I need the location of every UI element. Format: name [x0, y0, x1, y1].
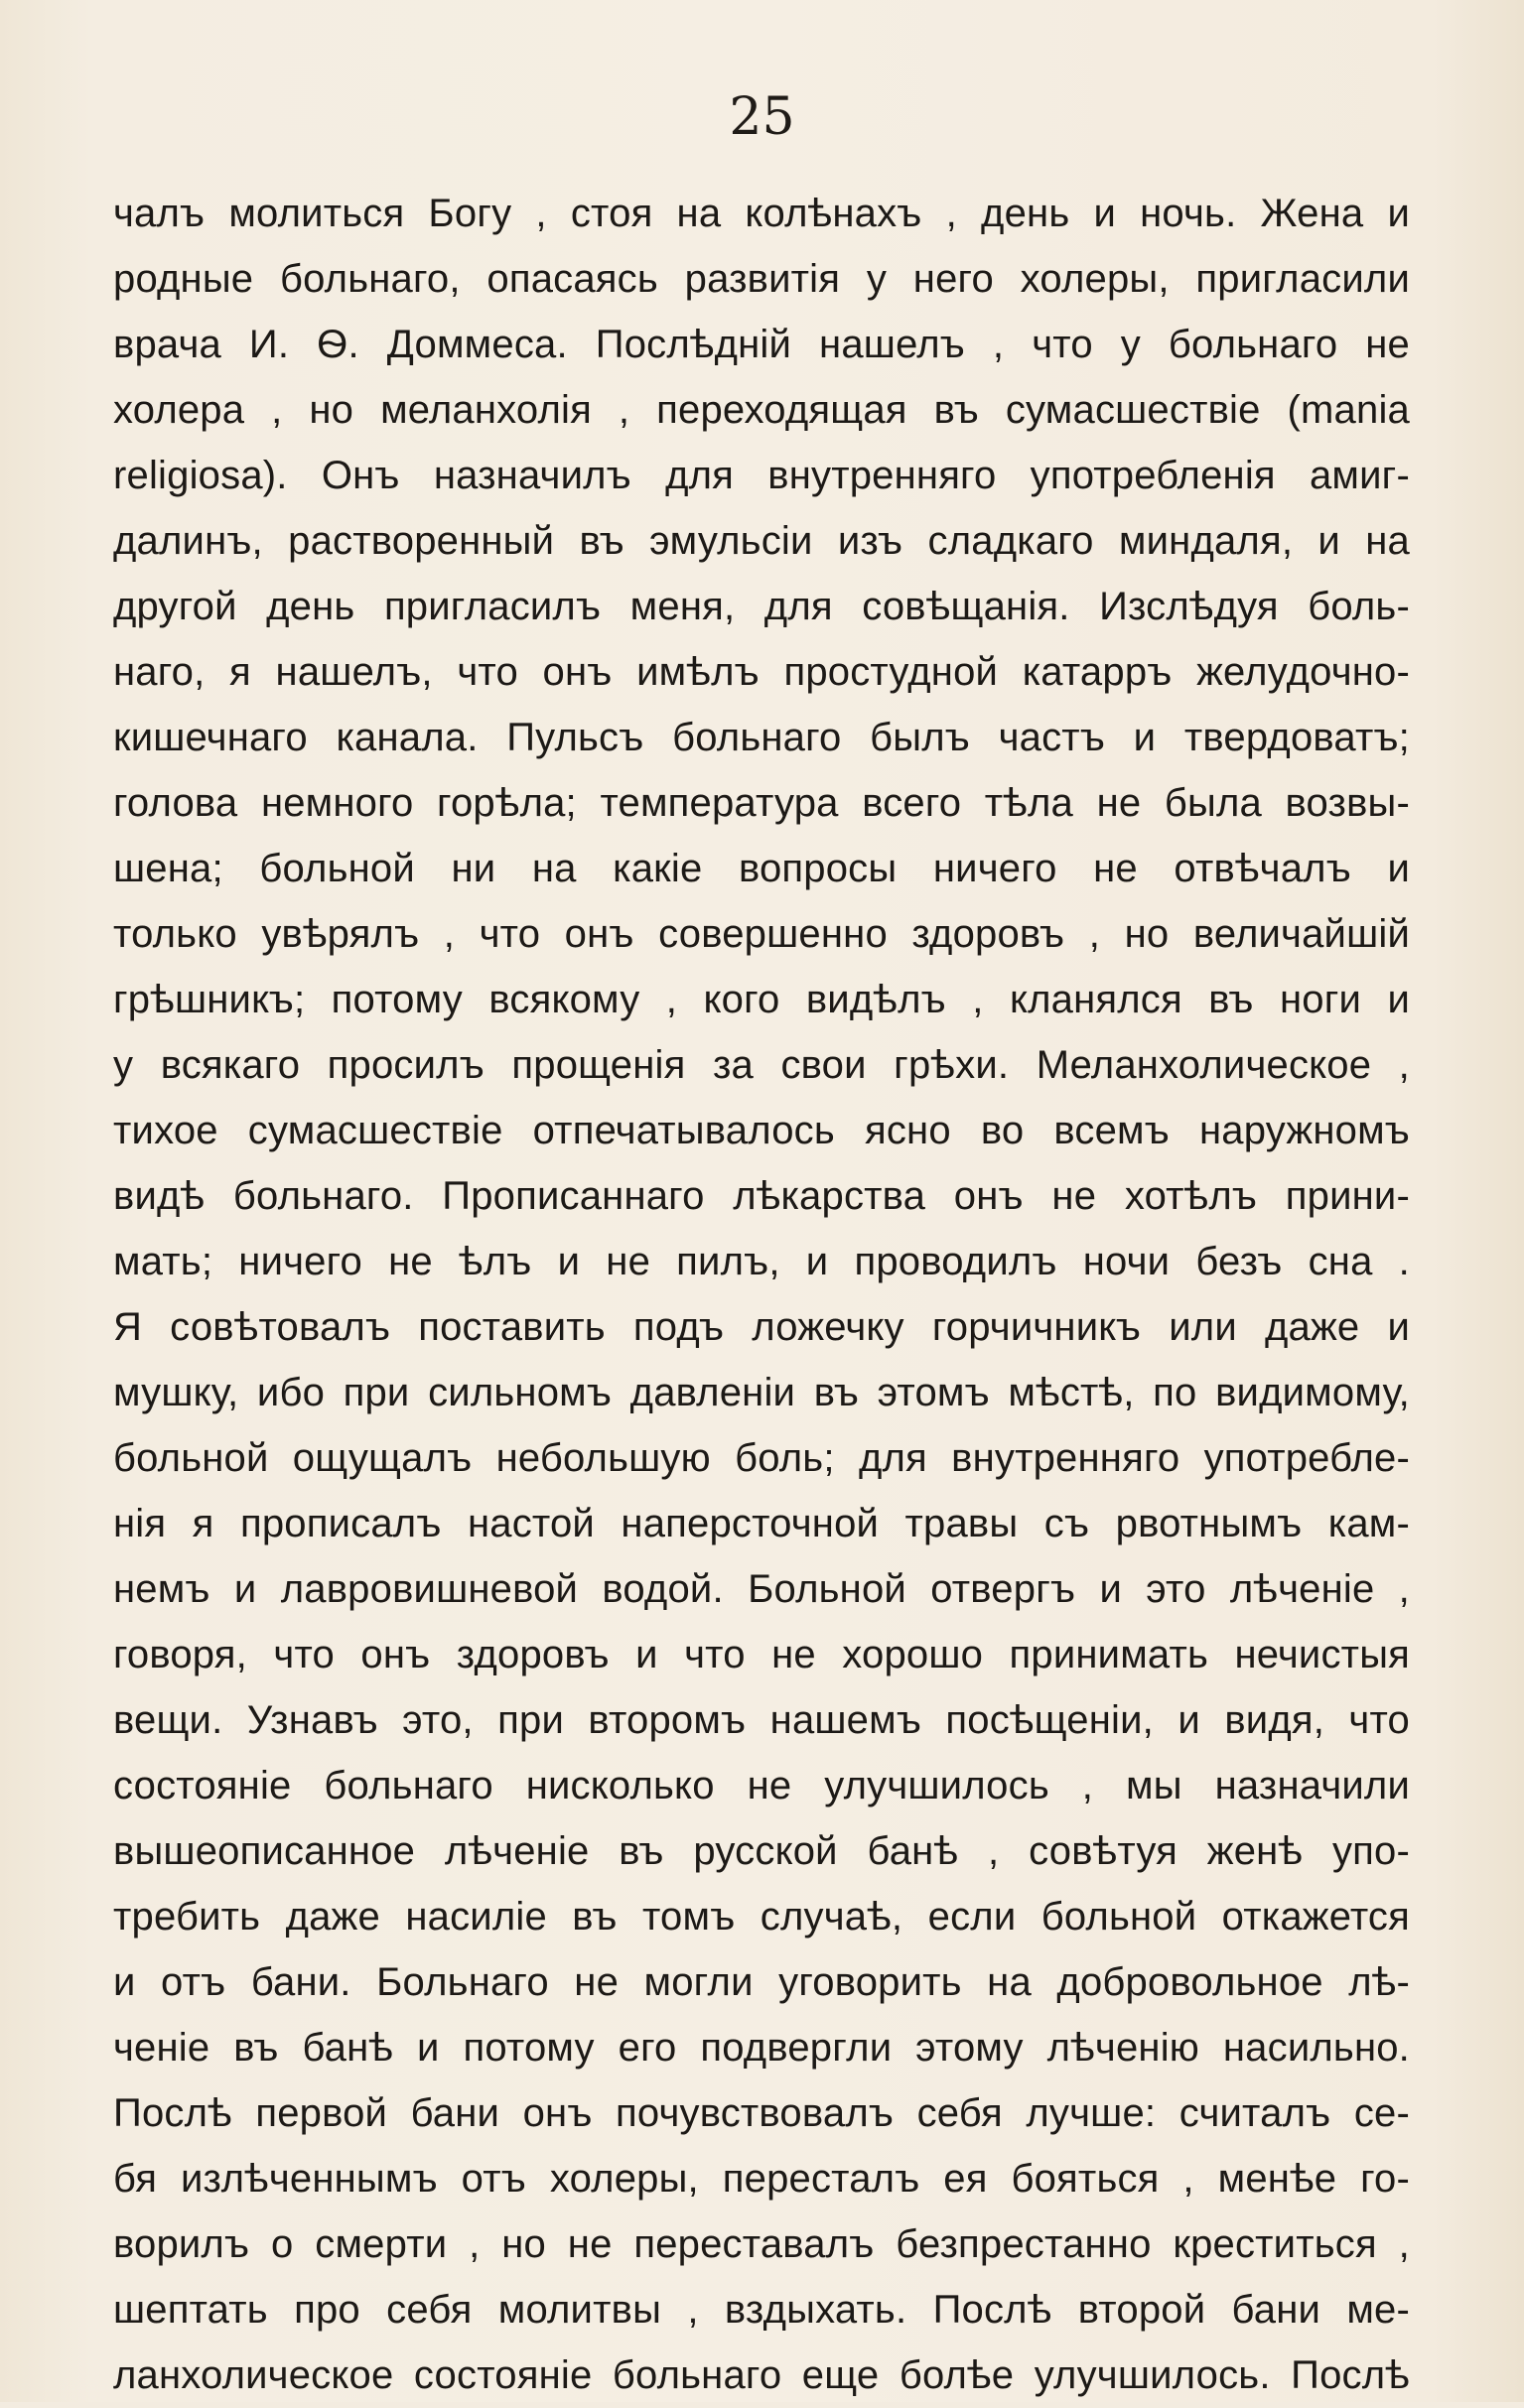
text-line: состояніе больнаго нисколько не улучшилось , мы назначили — [113, 1764, 1410, 1807]
text-line: только увѣрялъ , что онъ совершенно здоровъ , но величайшій — [113, 912, 1410, 956]
text-line: чалъ молиться Богу , стоя на колѣнахъ , день и ночь. Жена и — [113, 192, 1410, 235]
text-line: больной ощущалъ небольшую боль; для внутренняго употребле- — [113, 1436, 1410, 1480]
body-text — [113, 181, 1410, 2408]
text-line: грѣшникъ; потому всякому , кого видѣлъ , кланялся въ ноги и — [113, 978, 1410, 1021]
text-line: наго, я нашелъ, что онъ имѣлъ простудной катарръ желудочно- — [113, 650, 1410, 694]
text-line: Я совѣтовалъ поставить подъ ложечку горчичникъ или даже и — [113, 1305, 1410, 1349]
text-line: врача И. Ѳ. Доммеса. Послѣдній нашелъ , что у больнаго не — [113, 323, 1410, 366]
text-line: нія я прописалъ настой наперсточной травы съ рвотнымъ кам- — [113, 1502, 1410, 1545]
text-line: у всякаго просилъ прощенія за свои грѣхи. Меланхолическое , — [113, 1043, 1410, 1087]
text-line: тихое сумасшествіе отпечатывалось ясно во всемъ наружномъ — [113, 1109, 1410, 1152]
text-line: religiosa). Онъ назначилъ для внутренняго употребленія амиг- — [113, 454, 1410, 497]
text-line: другой день пригласилъ меня, для совѣщанія. Изслѣдуя боль- — [113, 585, 1410, 628]
text-line: вещи. Узнавъ это, при второмъ нашемъ посѣщеніи, и видя, что — [113, 1698, 1410, 1742]
text-line: мать; ничего не ѣлъ и не пилъ, и проводилъ ночи безъ сна . — [113, 1240, 1410, 1283]
text-line: родные больнаго, опасаясь развитія у него холеры, пригласили — [113, 257, 1410, 301]
text-line: мушку, ибо при сильномъ давленіи въ этомъ мѣстѣ, по видимому, — [113, 1371, 1410, 1414]
text-line: голова немного горѣла; температура всего тѣла не была возвы- — [113, 781, 1410, 825]
text-line: требить даже насиліе въ томъ случаѣ, если больной откажется — [113, 1895, 1410, 1939]
text-line: бя излѣченнымъ отъ холеры, пересталъ ея бояться , менѣе го- — [113, 2157, 1410, 2201]
text-line: холера , но меланхолія , переходящая въ сумасшествіе (mania — [113, 388, 1410, 432]
text-line: шена; больной ни на какіе вопросы ничего не отвѣчалъ и — [113, 847, 1410, 890]
text-line: ланхолическое состояніе больнаго еще болѣе улучшилось. Послѣ — [113, 2353, 1410, 2397]
text-line: видѣ больнаго. Прописаннаго лѣкарства онъ не хотѣлъ прини- — [113, 1174, 1410, 1218]
text-line: ченіе въ банѣ и потому его подвергли этому лѣченію насильно. — [113, 2026, 1410, 2070]
text-line: вышеописанное лѣченіе въ русской банѣ , совѣтуя женѣ упо- — [113, 1829, 1410, 1873]
text-line: далинъ, растворенный въ эмульсіи изъ сладкаго миндаля, и на — [113, 519, 1410, 563]
page-number: 25 — [729, 87, 795, 147]
text-line: и отъ бани. Больнаго не могли уговорить на добровольное лѣ- — [113, 1960, 1410, 2004]
text-line: шептать про себя молитвы , вздыхать. Послѣ второй бани ме- — [113, 2288, 1410, 2332]
text-line: Послѣ первой бани онъ почувствовалъ себя лучше: считалъ се- — [113, 2091, 1410, 2135]
text-line: говоря, что онъ здоровъ и что не хорошо принимать нечистыя — [113, 1633, 1410, 1676]
text-line: немъ и лавровишневой водой. Больной отвергъ и это лѣченіе , — [113, 1567, 1410, 1611]
text-line: ворилъ о смерти , но не переставалъ безпрестанно креститься , — [113, 2222, 1410, 2266]
text-line: кишечнаго канала. Пульсъ больнаго былъ частъ и твердоватъ; — [113, 716, 1410, 759]
